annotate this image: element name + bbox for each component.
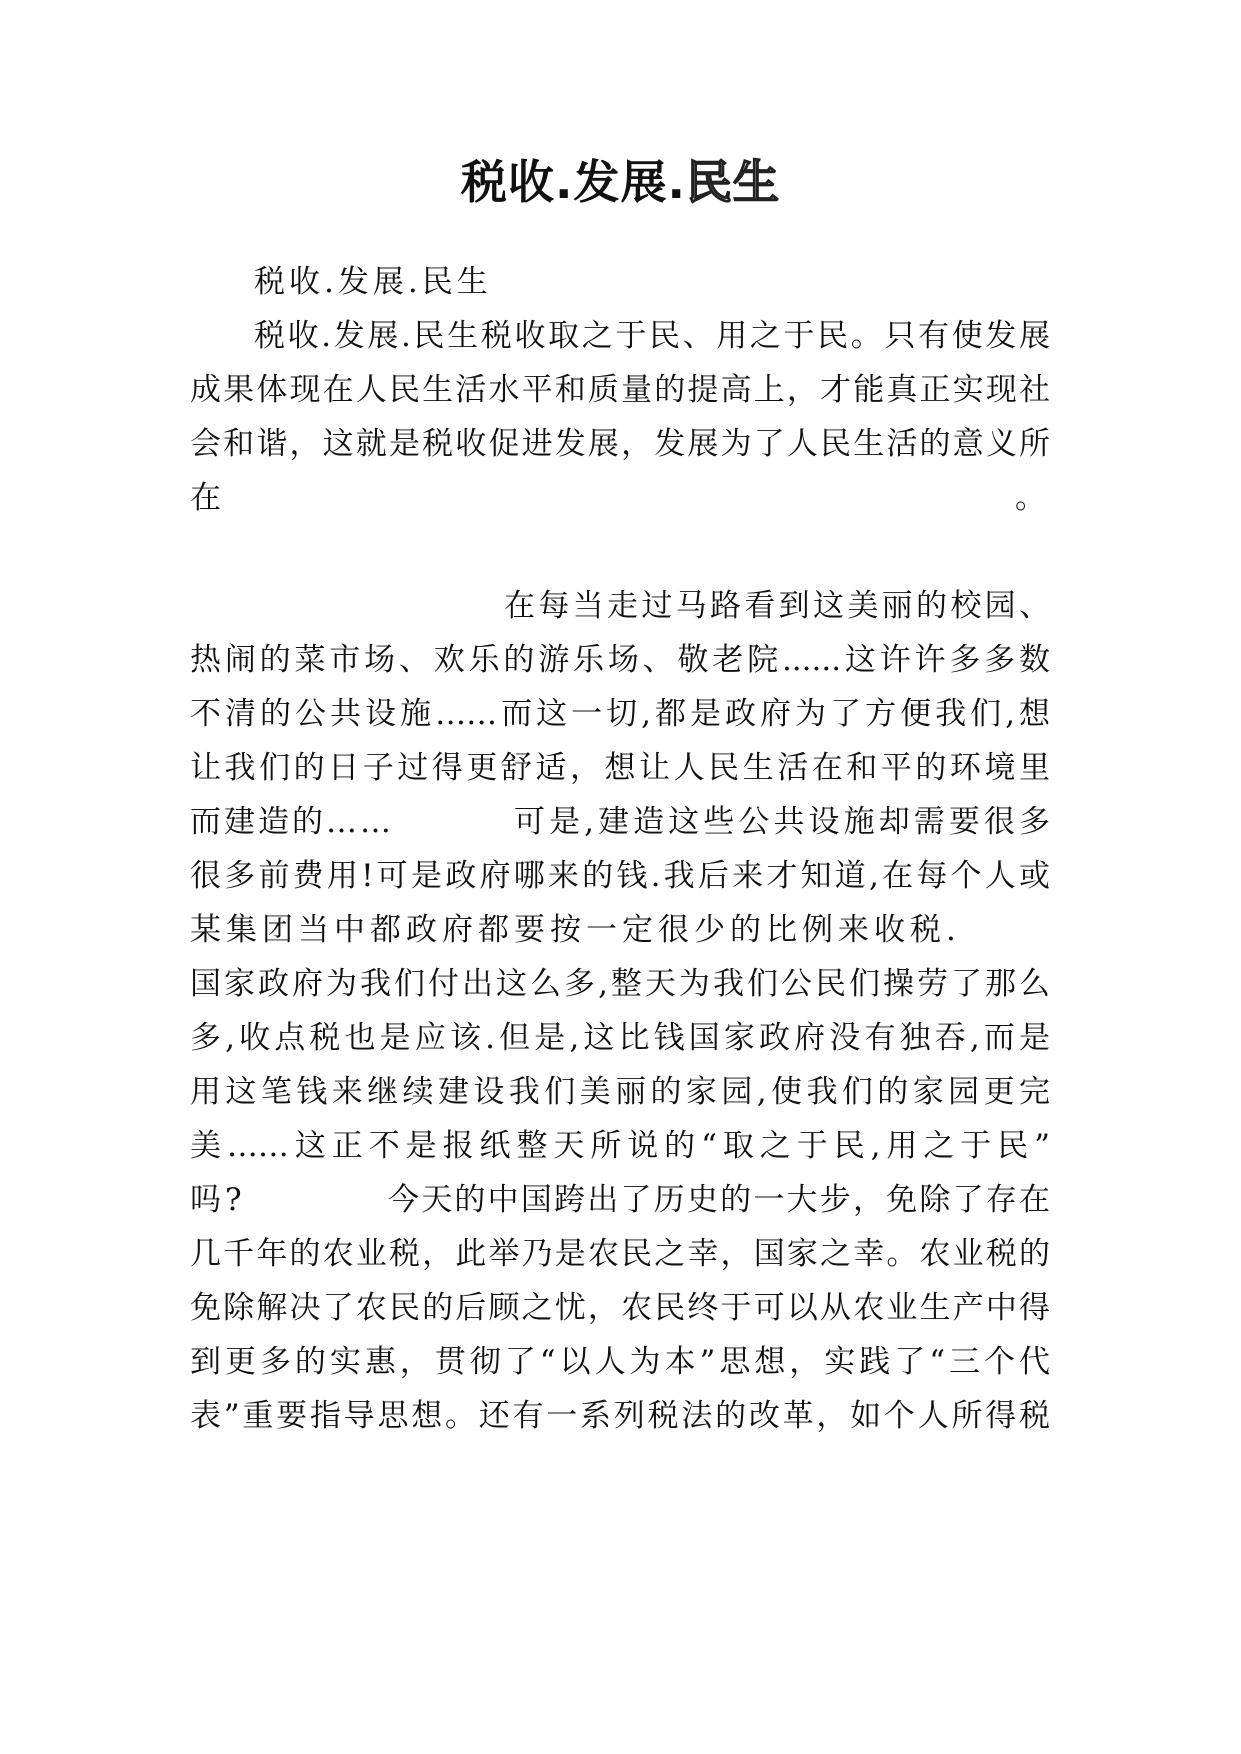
paragraph-line: 不清的公共设施……而这一切,都是政府为了方便我们,想	[190, 696, 1050, 732]
paragraph-line: 而建造的……	[190, 804, 394, 840]
paragraph-line: 在	[190, 480, 225, 516]
paragraph-line: 几千年的农业税，此举乃是农民之幸，国家之幸。农业税的	[190, 1236, 1050, 1272]
paragraph-line: 很多前费用!可是政府哪来的钱.我后来才知道,在每个人或	[190, 858, 1050, 894]
paragraph-line: 某集团当中都政府都要按一定很少的比例来收税.	[190, 912, 961, 948]
paragraph-line: 多,收点税也是应该.但是,这比钱国家政府没有独吞,而是	[190, 1020, 1050, 1056]
paragraph-line-end: 。	[1015, 480, 1050, 516]
subtitle-line: 税收.发展.民生	[254, 264, 492, 300]
paragraph-line: 国家政府为我们付出这么多,整天为我们公民们操劳了那么	[190, 966, 1050, 1002]
paragraph-line: 表”重要指导思想。还有一系列税法的改革，如个人所得税	[190, 1398, 1050, 1434]
paragraph-line: 让我们的日子过得更舒适，想让人民生活在和平的环境里	[190, 750, 1050, 786]
paragraph-line: 成果体现在人民生活水平和质量的提高上，才能真正实现社	[190, 372, 1050, 408]
paragraph-line: 到更多的实惠，贯彻了“以人为本”思想，实践了“三个代	[190, 1344, 1050, 1380]
paragraph-line: 可是,建造这些公共设施却需要很多	[514, 804, 1050, 840]
document-title	[0, 150, 1241, 214]
title-main: 税收.发展.	[461, 155, 686, 209]
paragraph-line: 热闹的菜市场、欢乐的游乐场、敬老院......这许许多多数	[190, 642, 1050, 678]
title-outlined: 民生	[685, 155, 780, 209]
paragraph-line: 会和谐，这就是税收促进发展，发展为了人民生活的意义所	[190, 426, 1050, 462]
paragraph-line: 美……这正不是报纸整天所说的“取之于民,用之于民”	[190, 1128, 1050, 1164]
paragraph-line: 吗?	[190, 1182, 246, 1218]
paragraph-line: 今天的中国跨出了历史的一大步，免除了存在	[388, 1182, 1050, 1218]
paragraph-line: 税收.发展.民生税收取之于民、用之于民。只有使发展	[254, 318, 1050, 354]
paragraph-line: 免除解决了农民的后顾之忧，农民终于可以从农业生产中得	[190, 1290, 1050, 1326]
paragraph-line: 用这笔钱来继续建设我们美丽的家园,使我们的家园更完	[190, 1074, 1050, 1110]
paragraph-line: 在每当走过马路看到这美丽的校园、	[504, 588, 1050, 624]
